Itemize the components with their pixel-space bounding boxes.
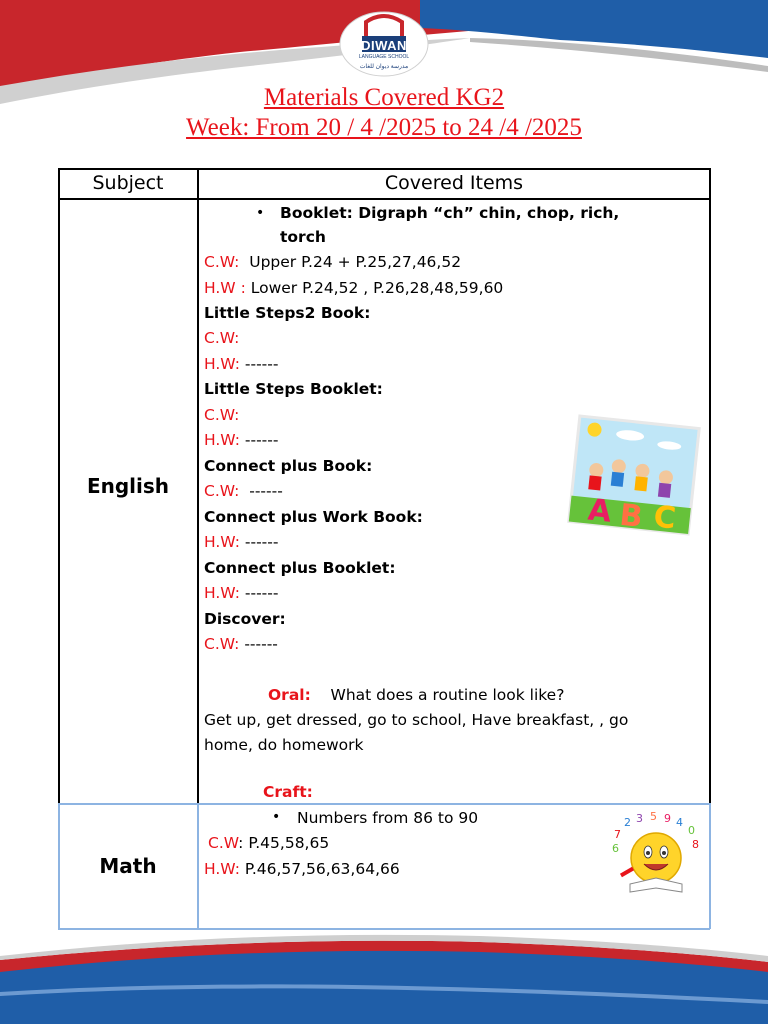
connect-plus-book-cw-row <box>204 482 283 500</box>
hw-label: H.W: <box>204 431 240 449</box>
math-cw-row <box>208 834 329 852</box>
oral-question: What does a routine look like? <box>330 686 565 704</box>
school-logo <box>338 8 430 78</box>
oral-answer-line-2: home, do homework <box>204 736 364 754</box>
connect-plus-work-book-heading: Connect plus Work Book: <box>204 508 423 526</box>
logo-subtitle: LANGUAGE SCHOOL <box>358 54 410 60</box>
math-smiley-illustration <box>610 812 702 896</box>
hw-value: ------ <box>244 355 279 373</box>
oral-row <box>268 686 564 704</box>
svg-text:7: 7 <box>614 828 621 841</box>
logo-name: DIWAN <box>361 38 407 53</box>
svg-text:8: 8 <box>692 838 699 851</box>
svg-text:9: 9 <box>664 812 671 825</box>
cw-value: ------ <box>244 635 278 653</box>
svg-text:6: 6 <box>612 842 619 855</box>
craft-label: Craft: <box>263 783 313 801</box>
cw-label: C.W: <box>204 253 240 271</box>
connect-plus-booklet-heading: Connect plus Booklet: <box>204 559 396 577</box>
week-range-title: Week: From 20 / 4 /2025 to 24 /4 /2025 <box>186 114 582 141</box>
hw-value: ------ <box>244 431 279 449</box>
oral-answer-line-1: Get up, get dressed, go to school, Have breakfast, , go <box>204 711 629 729</box>
connect-plus-work-book-hw-row <box>204 533 278 551</box>
oral-label: Oral: <box>268 686 311 704</box>
little-steps2-heading: Little Steps2 Book: <box>204 304 371 322</box>
bottom-decorative-band <box>0 930 768 1024</box>
cw-label: C.W <box>208 834 239 852</box>
bullet-icon: • <box>256 205 265 221</box>
english-hw-row <box>204 279 503 297</box>
hw-value: Lower P.24,52 , P.26,28,48,59,60 <box>250 279 504 297</box>
english-cw-row <box>204 253 461 271</box>
column-header-subject: Subject <box>92 172 164 194</box>
booklet-line-1: Booklet: Digraph “ch” chin, chop, rich, <box>280 204 620 222</box>
subject-math: Math <box>99 854 157 878</box>
svg-text:5: 5 <box>650 812 657 823</box>
logo-arabic-text: مدرسة ديوان للغات <box>359 64 409 70</box>
booklet-line-2: torch <box>280 228 326 246</box>
connect-plus-book-heading: Connect plus Book: <box>204 457 373 475</box>
svg-text:0: 0 <box>688 824 695 837</box>
hw-label: H.W: <box>204 355 240 373</box>
hw-value: ------ <box>244 584 279 602</box>
little-steps-booklet-heading: Little Steps Booklet: <box>204 380 383 398</box>
discover-heading: Discover: <box>204 610 286 628</box>
abc-kids-illustration <box>566 414 702 536</box>
little-steps-booklet-hw-row <box>204 431 278 449</box>
cw-label: C.W: <box>204 482 240 500</box>
math-hw-row <box>204 860 400 878</box>
little-steps2-hw-row <box>204 355 278 373</box>
little-steps2-cw-label: C.W: <box>204 329 240 347</box>
svg-text:B: B <box>617 497 645 536</box>
cw-value: ------ <box>249 482 283 500</box>
svg-text:2: 2 <box>624 816 631 829</box>
math-topic: Numbers from 86 to 90 <box>297 809 479 827</box>
hw-label: H.W : <box>204 279 246 297</box>
svg-text:C: C <box>651 499 678 536</box>
cw-value: : P.45,58,65 <box>238 834 330 852</box>
subject-english: English <box>86 474 170 498</box>
hw-value: P.46,57,56,63,64,66 <box>244 860 400 878</box>
discover-cw-row <box>204 635 278 653</box>
svg-text:4: 4 <box>676 816 683 829</box>
svg-text:A: A <box>586 492 614 530</box>
connect-plus-booklet-hw-row <box>204 584 278 602</box>
hw-label: H.W: <box>204 584 240 602</box>
hw-label: H.W: <box>204 533 240 551</box>
little-steps-booklet-cw-label: C.W: <box>204 406 240 424</box>
cw-label: C.W: <box>204 635 240 653</box>
hw-value: ------ <box>244 533 279 551</box>
svg-text:3: 3 <box>636 812 643 825</box>
page-title: Materials Covered KG2 <box>263 84 505 111</box>
column-header-covered-items: Covered Items <box>384 172 524 194</box>
hw-label: H.W: <box>204 860 240 878</box>
cw-value: Upper P.24 + P.25,27,46,52 <box>249 253 462 271</box>
bullet-icon: • <box>272 809 281 825</box>
